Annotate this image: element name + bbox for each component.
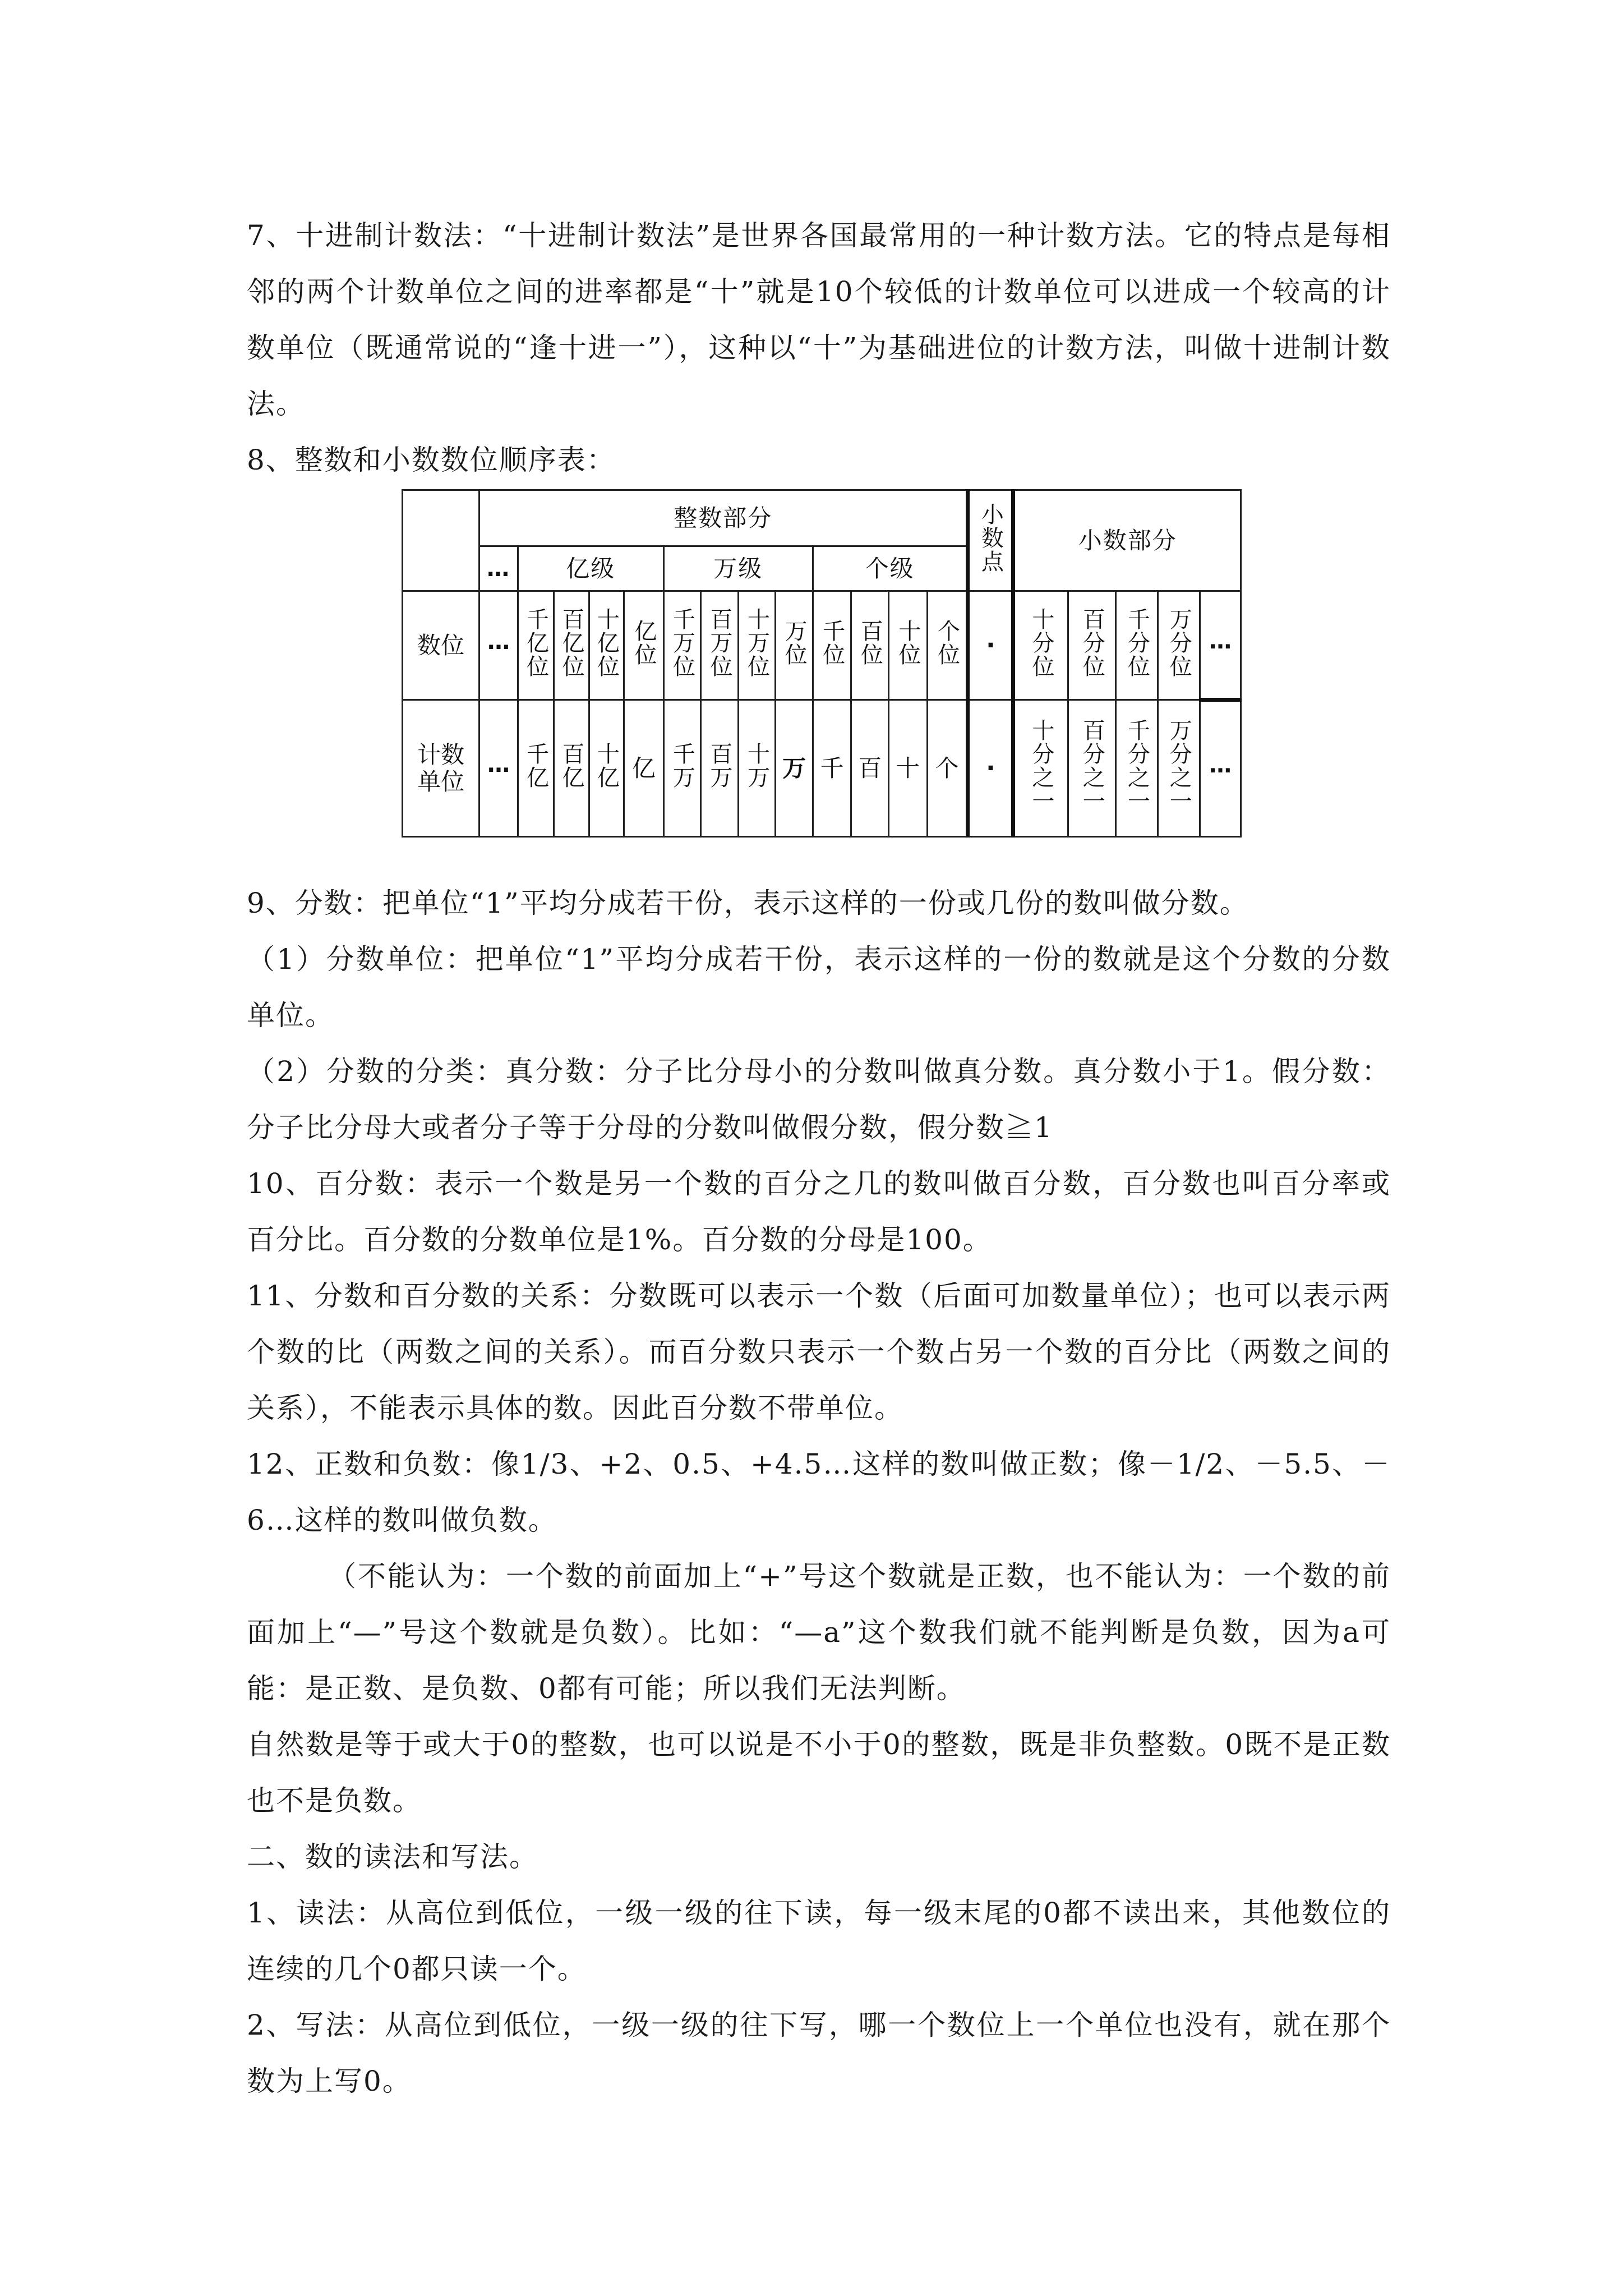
unit-qian: 千 [813,700,851,837]
group-yi: 亿级 [518,546,663,591]
place-baiwan: 百万位 [701,591,739,700]
decimal-part-header: 小数部分 [1013,490,1241,591]
paragraph-natural-numbers: 自然数是等于或大于0的整数，也可以说是不小于0的整数，既是非负整数。0既不是正数也不是负数。 [247,1728,1391,1817]
section-heading-reading-writing: 二、数的读法和写法。 [247,1841,538,1873]
paragraph-positive-negative: 12、正数和负数：像1/3、+2、0.5、+4.5…这样的数叫做正数；像－1/2、－5.5、－6…这样的数叫做负数。 [247,1448,1391,1536]
unit-shiyi: 十亿 [589,700,624,837]
unit-shifen: 十分之一 [1013,700,1068,837]
unit-qianfen: 千分之一 [1116,700,1158,837]
unit-ge: 个 [927,700,968,837]
paragraph-fraction-percentage-relation: 11、分数和百分数的关系：分数既可以表示一个数（后面可加数量单位）；也可以表示两个数的比（两数之间的关系）。而百分数只表示一个数占另一个数的百分比（两数之间的关系），不能表示具体的数。因此百分数不带单位。 [247,1280,1391,1424]
place-lead-ellipsis: … [479,591,518,700]
unit-wanfen: 万分之一 [1158,700,1200,837]
paragraph-sign-note: （不能认为：一个数的前面加上“+”号这个数就是正数，也不能认为：一个数的前面加上“—”号这个数就是负数）。比如：“—a”这个数我们就不能判断是负数，因为a可能：是正数、是负数、0都有可能；所以我们无法判断。 [247,1560,1391,1705]
paragraph-writing: 2、写法：从高位到低位，一级一级的往下写，哪一个数位上一个单位也没有，就在那个数为上写0。 [247,2009,1391,2097]
place-shifen: 十分位 [1013,591,1068,700]
paragraph-fraction-types: （2）分数的分类：真分数：分子比分母小的分数叫做真分数。真分数小于1。假分数：分子比分母大或者分子等于分母的分数叫做假分数，假分数≧1 [247,1055,1391,1144]
paragraph-percentage: 10、百分数：表示一个数是另一个数的百分之几的数叫做百分数，百分数也叫百分率或百分比。百分数的分数单位是1%。百分数的分母是100。 [247,1167,1391,1256]
row-label-unit: 计数单位 [403,700,479,837]
ellipsis-head-cell: … [479,546,518,591]
paragraph-fraction: 9、分数：把单位“1”平均分成若干份，表示这样的一份或几份的数叫做分数。 [247,887,1249,919]
place-wanfen: 万分位 [1158,591,1200,700]
paragraph-decimal-system: 7、十进制计数法：“十进制计数法”是世界各国最常用的一种计数方法。它的特点是每相邻的两个计数单位之间的进率都是“十”就是10个较低的计数单位可以进成一个较高的计数单位（既通常说的“逢十进一”），这种以“十”为基础进位的计数方法，叫做十进制计数法。 [247,219,1391,420]
place-yi: 亿位 [624,591,664,700]
place-baiyi: 百亿位 [554,591,589,700]
unit-wan: 万 [776,700,813,837]
place-qianyi: 千亿位 [518,591,554,700]
place-tail-ellipsis: … [1200,591,1241,700]
place-qianfen: 千分位 [1116,591,1158,700]
place-baifen: 百分位 [1068,591,1116,700]
unit-qianwan: 千万 [663,700,701,837]
unit-bai: 百 [851,700,889,837]
group-ge: 个级 [813,546,968,591]
paragraph-fraction-unit: （1）分数单位：把单位“1”平均分成若干份，表示这样的一份的数就是这个分数的分数单位。 [247,943,1391,1032]
place-value-table [402,489,1242,838]
unit-yi: 亿 [624,700,664,837]
place-shiwan: 十万位 [738,591,776,700]
place-wan: 万位 [776,591,813,700]
unit-qianyi: 千亿 [518,700,554,837]
group-wan: 万级 [663,546,813,591]
unit-baiyi: 百亿 [554,700,589,837]
place-shiyi: 十亿位 [589,591,624,700]
table-corner [403,490,479,591]
unit-lead-ellipsis: … [479,700,518,837]
unit-shiwan: 十万 [738,700,776,837]
place-decimal-point: · [968,591,1013,700]
unit-tail-ellipsis: … [1200,700,1241,837]
unit-decimal-point: · [968,700,1013,837]
place-shi: 十位 [888,591,927,700]
place-qianwan: 千万位 [663,591,701,700]
paragraph-place-value-table-title: 8、整数和小数数位顺序表： [247,444,616,476]
place-bai: 百位 [851,591,889,700]
unit-shi: 十 [888,700,927,837]
unit-baiwan: 百万 [701,700,739,837]
place-qian: 千位 [813,591,851,700]
paragraph-reading: 1、读法：从高位到低位，一级一级的往下读，每一级末尾的0都不读出来，其他数位的连续的几个0都只读一个。 [247,1897,1391,1985]
decimal-point-header: 小数点 [968,490,1013,591]
row-label-place: 数位 [403,591,479,700]
integer-part-header: 整数部分 [479,490,968,546]
unit-baifen: 百分之一 [1068,700,1116,837]
place-ge: 个位 [927,591,968,700]
